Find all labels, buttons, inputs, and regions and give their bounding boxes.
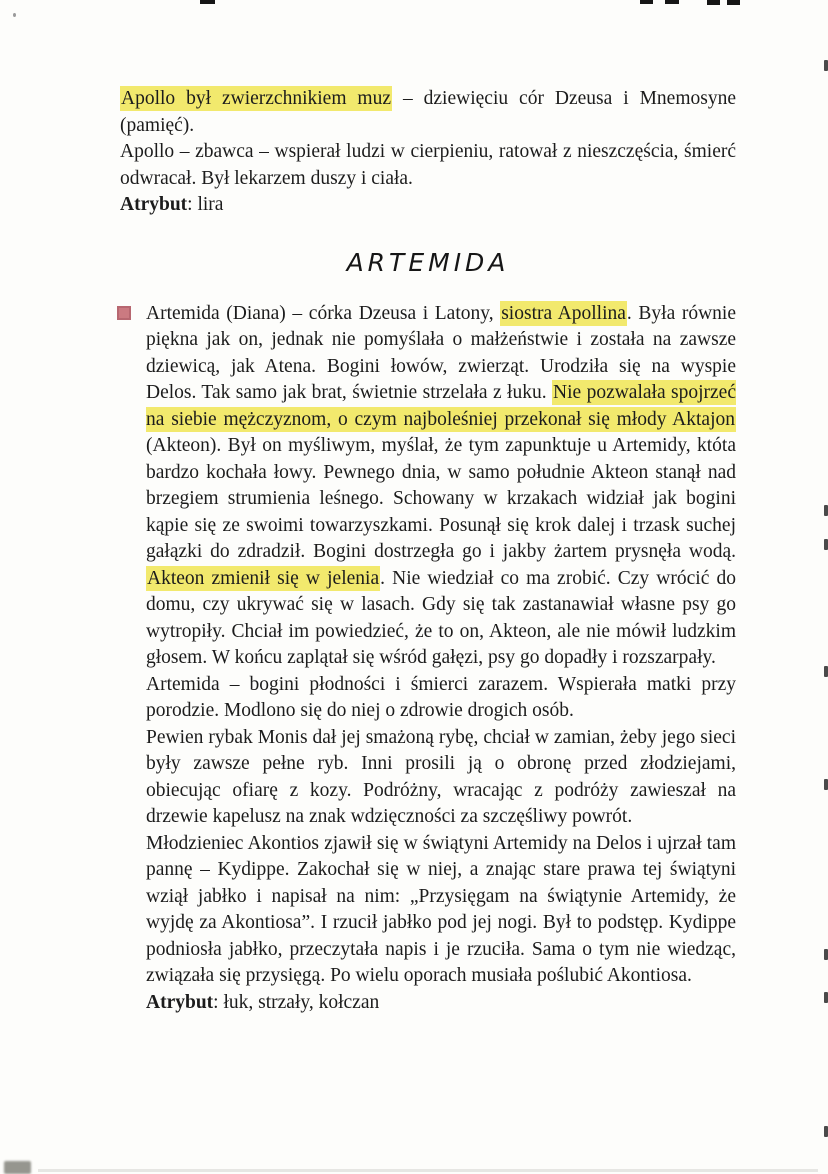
scan-artifact-bottom-edge xyxy=(38,1169,818,1172)
scan-artifact-edge-tick xyxy=(824,539,828,550)
text-segment: Młodzieniec Akontios zjawił się w świątyni Artemidy na Delos i ujrzał tam pannę – Kydippe. Zakochał się w niej, a znając stare prawa tej świątyni wziął jabłko i napisał na nim: „Przysięgam na świątynie Artemidy, że wyjdę za Akontiosa”. I rzucił jabłko pod jej nogi. Był to podstęp. Kydippe podniosła jabłko, przeczytała napis i je rzuciła. Sama o tym nie wiedząc, związała się przysięgą. Po wielu oporach musiała poślubić Akontiosa. xyxy=(146,832,736,986)
artemida-paragraph-akteon xyxy=(146,301,736,672)
text-segment: Artemida (Diana) – córka Dzeusa i Latony, xyxy=(146,302,501,324)
highlighted-text: Apollo był zwierzchnikiem muz xyxy=(121,88,392,109)
highlighted-text: Akteon zmienił się w jelenia xyxy=(147,567,380,589)
text-segment: Apollo – zbawca – wspierał ludzi w cierpieniu, ratował z nieszczęścia, śmierć odwracał. Był lekarzem duszy i ciała. xyxy=(120,141,736,189)
artemida-attribute-line xyxy=(146,990,736,1017)
scan-artifact-top-mark xyxy=(640,0,653,4)
text-segment: Artemida – bogini płodności i śmierci zarazem. Wspierała matki przy porodzie. Modlono się do niej o zdrowie drogich osób. xyxy=(146,673,736,721)
artemida-paragraph-fertility xyxy=(146,672,736,725)
text-segment: . Była równie piękna jak on, jednak nie pomyślała o małżeństwie i została na zawsze dziewicą, jak Atena. Bogini łowów, zwierząt. Urodziła się na wyspie Delos. Tak samo jak brat, świetnie strzelała z łuku. xyxy=(146,302,737,403)
page-content xyxy=(120,86,736,1016)
text-segment: : lira xyxy=(187,194,224,215)
highlighted-text: siostra Apollina xyxy=(501,302,626,324)
scan-artifact-edge-tick xyxy=(824,60,828,71)
scan-artifact-edge-tick xyxy=(824,1126,828,1137)
text-segment: (Akteon). Był on myśliwym, myślał, że tym zapunktuje u Artemidy, któta bardzo kochała łowy. Pewnego dnia, w samo południe Akteon stanął nad brzegiem strumienia leśnego. Schowany w krzakach widział jak bogini kąpie się ze swoimi towarzyszkami. Posunął się krok dalej i trzask suchej gałązki do zdradził. Bogini dostrzegła go i jakby żartem prysnęła wodą. xyxy=(146,435,736,562)
scan-artifact-edge-tick xyxy=(824,779,828,790)
text-segment: Atrybut xyxy=(146,991,214,1013)
text-segment: : łuk, strzały, kołczan xyxy=(213,991,380,1013)
scan-artifact-edge-tick xyxy=(824,949,828,960)
apollo-paragraph-muses xyxy=(120,86,736,139)
text-segment: Atrybut xyxy=(120,194,188,215)
artemida-section xyxy=(120,301,736,1017)
apollo-section xyxy=(120,86,736,219)
artemida-heading: ARTEMIDA xyxy=(346,247,510,277)
scan-artifact-edge-tick xyxy=(824,666,828,677)
apollo-paragraph-savior xyxy=(120,139,736,192)
scan-artifact-edge-tick xyxy=(824,992,828,1003)
text-segment: Pewien rybak Monis dał jej smażoną rybę, chciał w zamian, żeby jego sieci były zawsze pełne ryb. Inni prosili ją o obronę przed złodziejami, obiecując ofiarę z kozy. Podróżny, wracając z podróży zawieszał na drzewie kapelusz na znak wdzięczności za szczęśliwy powrót. xyxy=(146,726,736,827)
scan-artifact-edge-tick xyxy=(824,505,828,516)
scan-artifact-top-mark xyxy=(665,0,679,4)
bullet-square-icon xyxy=(117,306,131,320)
scan-artifact-top-mark xyxy=(707,0,720,5)
scan-artifact-top-mark xyxy=(200,0,215,4)
scan-artifact-bottom-blob xyxy=(4,1161,31,1174)
artemida-paragraph-fisherman xyxy=(146,725,736,831)
scan-artifact-speck xyxy=(13,13,16,17)
apollo-attribute-line xyxy=(120,192,736,219)
scan-artifact-top-mark xyxy=(727,0,740,5)
artemida-paragraph-akontios xyxy=(146,831,736,990)
highlighted-text: Nie pozwalała spojrzeć na siebie mężczyznom, o czym najboleśniej przekonał się młody Aktajon xyxy=(146,382,736,430)
text-segment: . Nie wiedział co ma zrobić. Czy wrócić do domu, czy ukrywać się w lasach. Gdy się tak zastanawiał własne psy go wytropiły. Chciał im powiedzieć, że to on, Akteon, ale nie mówił ludzkim głosem. W końcu zaplątał się wśród gałęzi, psy go dopadły i rozszarpały. xyxy=(146,567,736,668)
text-segment: – dziewięciu cór Dzeusa i Mnemosyne (pamięć). xyxy=(120,88,736,136)
artemida-text-block xyxy=(146,301,736,1017)
